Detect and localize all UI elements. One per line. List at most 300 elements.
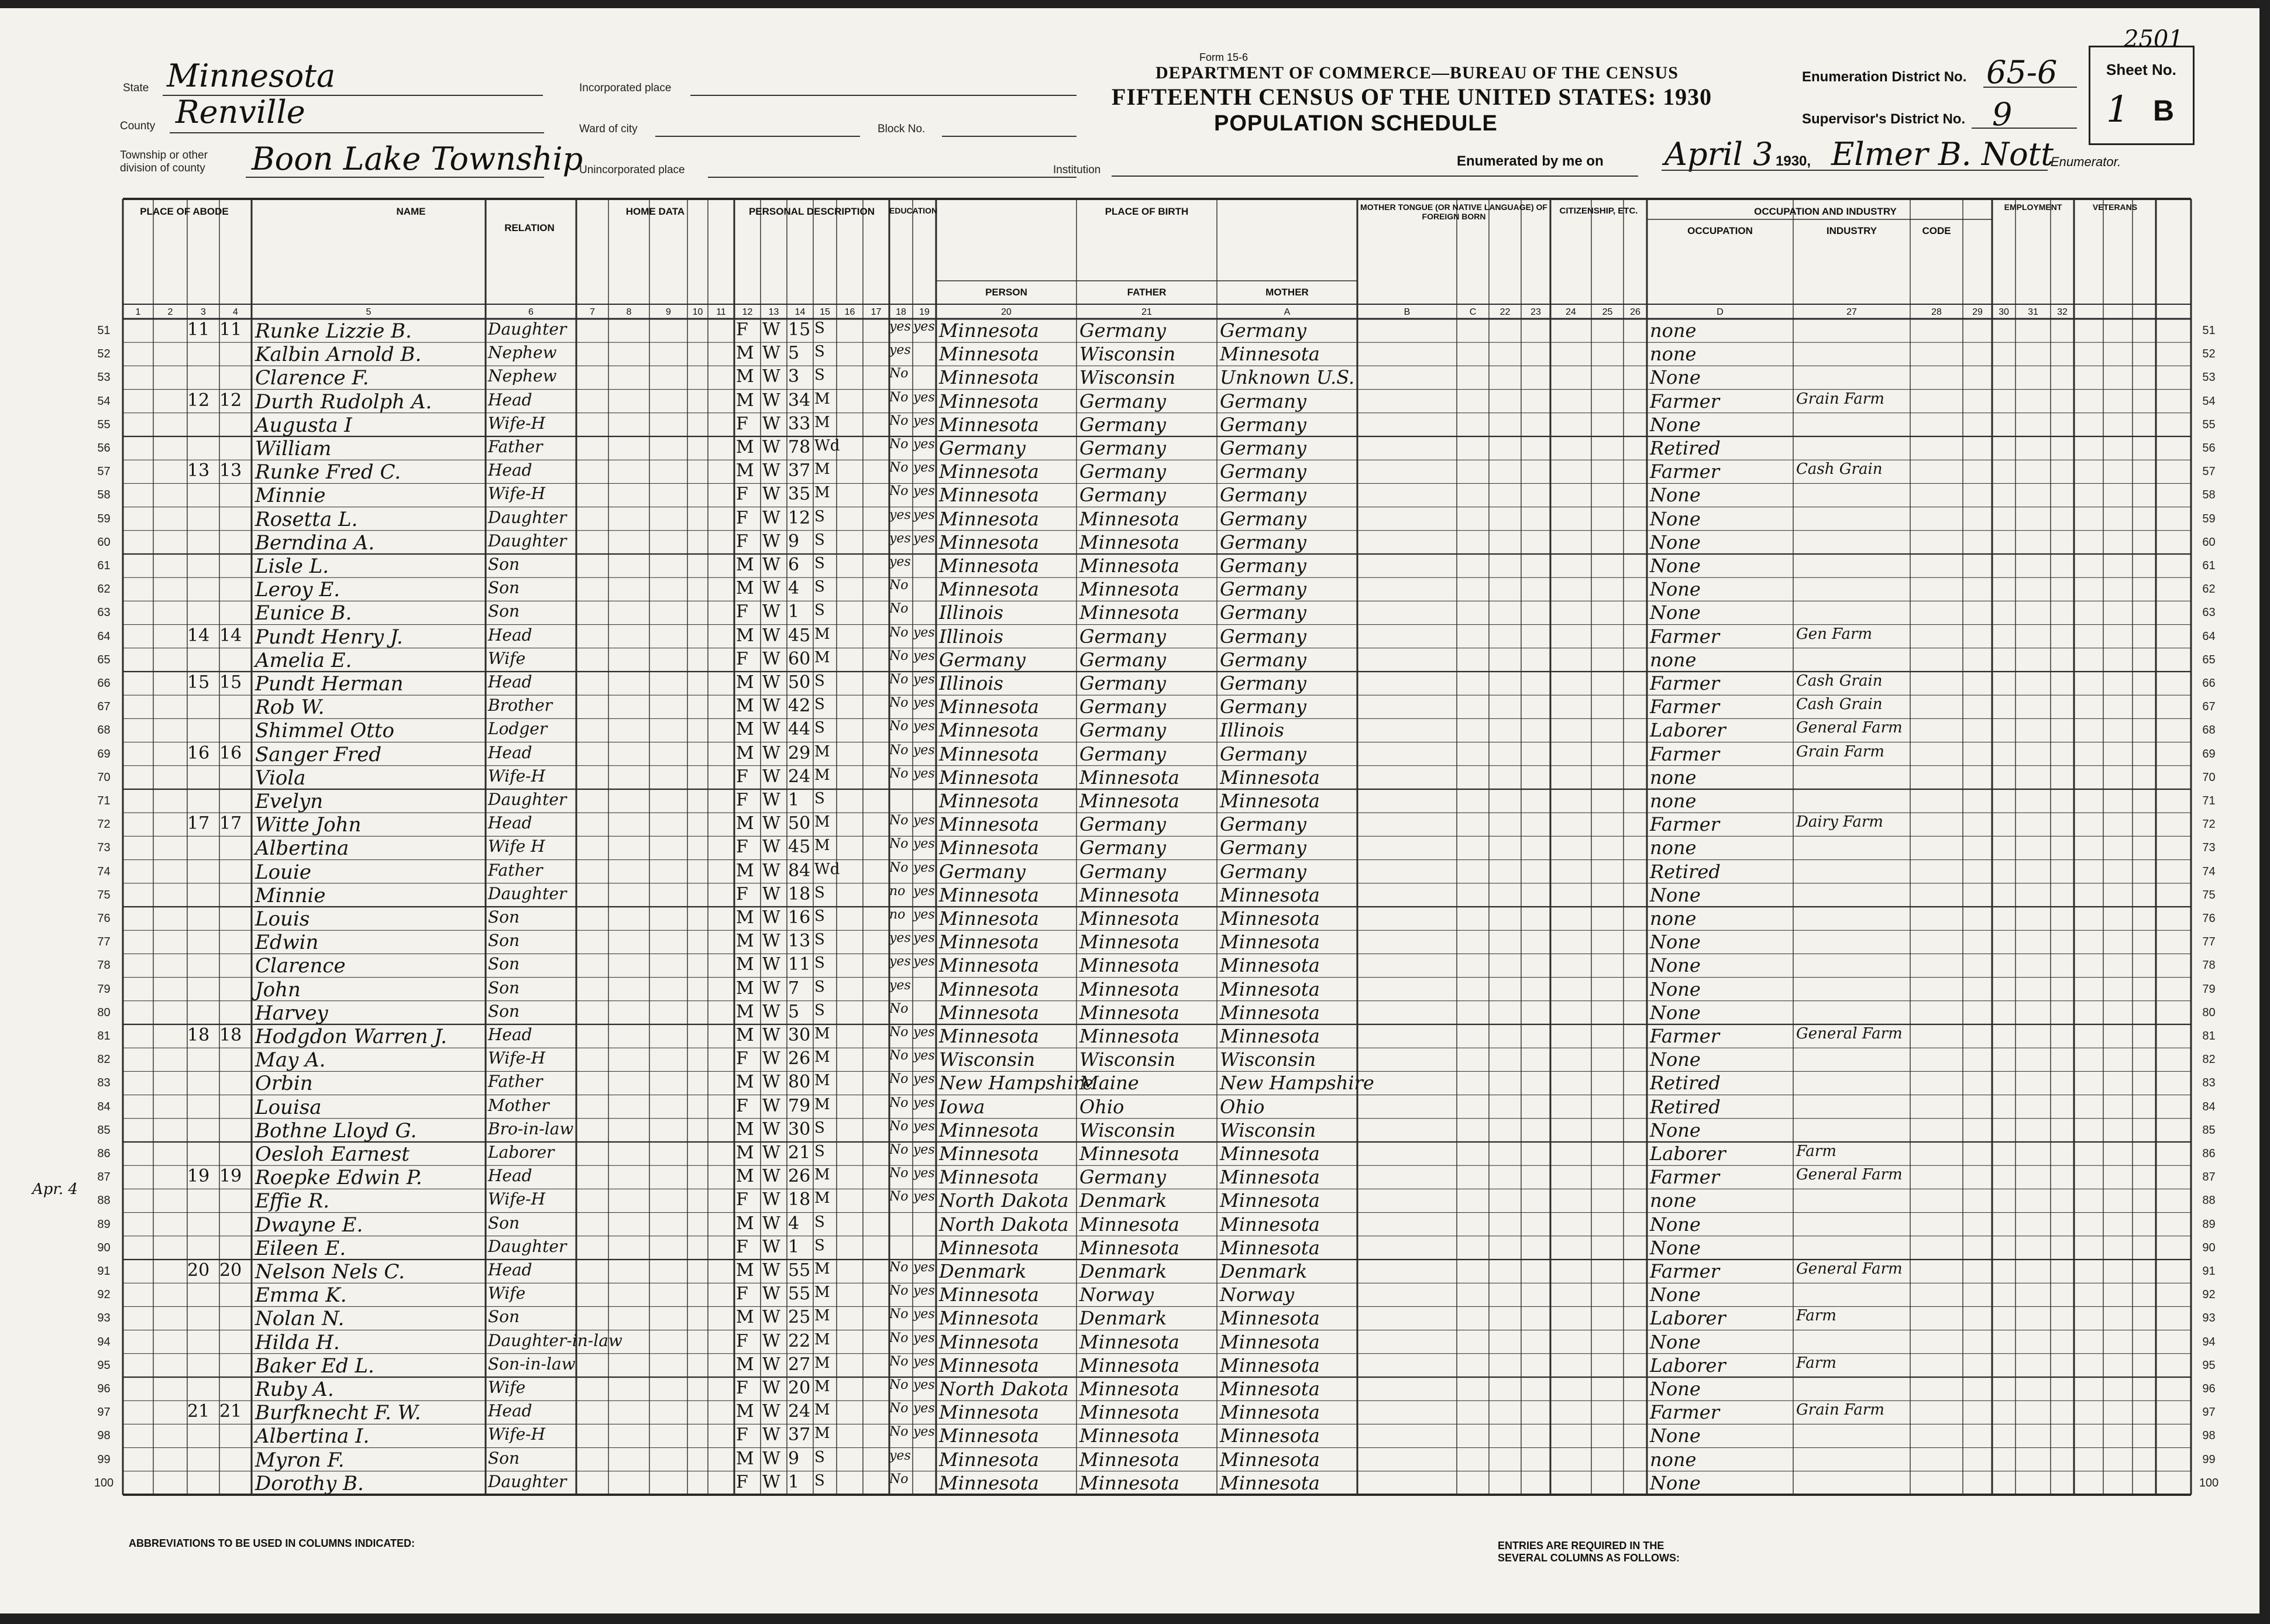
birthplace-mother: Minnesota <box>1220 1471 1320 1494</box>
sex: M <box>736 1401 754 1422</box>
marital-status: S <box>814 907 825 925</box>
industry: Farm <box>1796 1143 1836 1160</box>
marital-status: S <box>814 1236 825 1254</box>
line-number-left: 71 <box>97 794 111 807</box>
birthplace-mother: Germany <box>1220 672 1306 694</box>
sex: M <box>736 437 754 457</box>
incorporated-label: Incorporated place <box>579 82 672 94</box>
relation: Nephew <box>488 366 557 386</box>
race: W <box>762 1471 780 1492</box>
person-name: Effie R. <box>255 1189 330 1213</box>
sex: F <box>736 1048 748 1069</box>
age: 13 <box>788 931 811 952</box>
line-number-right: 74 <box>2202 865 2216 878</box>
dwelling-number <box>187 978 219 1000</box>
occupation: None <box>1650 1213 1701 1236</box>
relation: Son <box>488 931 520 951</box>
line-number-left: 93 <box>97 1312 111 1325</box>
sex: F <box>736 413 748 434</box>
sex: F <box>736 790 748 810</box>
dwelling-number <box>187 366 219 388</box>
column-number: 22 <box>1499 307 1511 317</box>
birthplace-mother: Germany <box>1220 507 1306 530</box>
birthplace-father: Minnesota <box>1079 790 1179 812</box>
industry <box>1796 884 1910 906</box>
industry: Grain Farm <box>1796 1401 1884 1419</box>
race: W <box>762 460 780 481</box>
dwelling-number <box>187 1472 219 1494</box>
birthplace-mother: Minnesota <box>1220 1425 1320 1447</box>
line-number-left: 53 <box>97 371 111 384</box>
birthplace-father: Germany <box>1079 390 1166 412</box>
relation: Wife <box>488 1284 526 1303</box>
line-number-right: 80 <box>2202 1006 2216 1019</box>
dwelling-number: 15 <box>187 672 210 693</box>
attended-school: No <box>889 696 909 711</box>
attended-school: No <box>889 766 909 781</box>
column-number: 27 <box>1846 307 1857 317</box>
dwelling-number <box>187 1072 219 1094</box>
relation: Head <box>488 1260 532 1279</box>
age: 33 <box>788 413 811 434</box>
column-number: 17 <box>871 307 882 317</box>
department-title: DEPARTMENT OF COMMERCE—BUREAU OF THE CENSUS <box>1155 63 1679 82</box>
race: W <box>762 1213 780 1234</box>
institution-label: Institution <box>1053 164 1101 176</box>
column-number: 20 <box>1001 307 1012 317</box>
dwelling-number <box>187 1284 219 1306</box>
birthplace-person: Minnesota <box>939 555 1039 577</box>
age: 1 <box>788 1236 800 1257</box>
occupation: Laborer <box>1650 719 1726 742</box>
occupation: None <box>1650 978 1701 1000</box>
sex: M <box>736 1025 754 1045</box>
birthplace-person: Minnesota <box>939 837 1039 859</box>
race: W <box>762 907 780 928</box>
birthplace-mother: Germany <box>1220 319 1306 342</box>
dwelling-number: 13 <box>187 460 210 481</box>
group-place-of-abode: PLACE OF ABODE <box>140 206 229 217</box>
group-occupation: OCCUPATION AND INDUSTRY <box>1754 206 1897 217</box>
line-number-right: 67 <box>2202 700 2216 714</box>
line-number-right: 76 <box>2202 912 2216 925</box>
column-number: 3 <box>201 307 206 317</box>
age: 6 <box>788 555 800 575</box>
schedule-title: POPULATION SCHEDULE <box>1214 111 1498 136</box>
birthplace-person: North Dakota <box>939 1213 1069 1236</box>
sheet-label: Sheet No. <box>2106 61 2176 78</box>
marital-status: S <box>814 790 825 807</box>
can-read: yes <box>913 648 935 663</box>
family-number: 17 <box>219 813 242 834</box>
industry: Cash Grain <box>1796 672 1883 690</box>
industry <box>1796 531 1910 553</box>
line-number-left: 54 <box>97 394 111 408</box>
attended-school: No <box>889 625 909 640</box>
marital-status: S <box>814 319 825 337</box>
dwelling-number <box>187 1237 219 1259</box>
industry <box>1796 978 1910 1000</box>
family-number <box>219 508 252 530</box>
relation: Wife-H <box>488 413 546 433</box>
sex: F <box>736 507 748 528</box>
race: W <box>762 1189 780 1210</box>
attended-school: No <box>889 1354 909 1369</box>
age: 37 <box>788 1425 811 1446</box>
sex: M <box>736 813 754 834</box>
group-place-of-birth: PLACE OF BIRTH <box>1105 206 1189 217</box>
industry <box>1796 931 1910 953</box>
industry <box>1796 1072 1910 1094</box>
relation: Head <box>488 742 532 762</box>
entries-title: ENTRIES ARE REQUIRED IN THE SEVERAL COLUMNS AS FOLLOWS: <box>1498 1540 1680 1564</box>
age: 84 <box>788 860 811 881</box>
race: W <box>762 531 780 552</box>
attended-school: No <box>889 1189 909 1205</box>
enumerated-label: Enumerated by me on <box>1457 153 1604 169</box>
township-value: Boon Lake Township <box>252 140 583 177</box>
line-number-right: 60 <box>2202 535 2216 549</box>
industry: Grain Farm <box>1796 390 1884 408</box>
attended-school: no <box>889 907 906 922</box>
line-number-left: 100 <box>94 1476 114 1489</box>
birthplace-father: Minnesota <box>1079 1025 1179 1047</box>
birthplace-mother: Minnesota <box>1220 1213 1320 1236</box>
line-number-left: 80 <box>97 1006 111 1019</box>
person-name: Runke Fred C. <box>255 460 401 484</box>
birthplace-father: Germany <box>1079 696 1166 718</box>
enum-district-value: 65-6 <box>1986 54 2058 91</box>
relation: Daughter <box>488 1471 567 1491</box>
birthplace-mother: Minnesota <box>1220 766 1320 789</box>
race: W <box>762 319 780 340</box>
industry: Cash Grain <box>1796 460 1883 479</box>
subhead-person: PERSON <box>985 287 1027 298</box>
occupation: Farmer <box>1650 696 1719 718</box>
relation: Son <box>488 907 520 927</box>
can-read <box>913 555 937 577</box>
family-number <box>219 1237 252 1259</box>
birthplace-mother: Minnesota <box>1220 1236 1320 1259</box>
column-number: 16 <box>844 307 855 317</box>
line-number-left: 70 <box>97 770 111 784</box>
age: 55 <box>788 1284 811 1305</box>
attended-school: yes <box>889 931 911 946</box>
birthplace-father: Minnesota <box>1079 1448 1179 1471</box>
attended-school: No <box>889 601 909 617</box>
birthplace-mother: Germany <box>1220 742 1306 765</box>
relation: Son <box>488 1307 520 1327</box>
industry <box>1796 1213 1910 1236</box>
marital-status: M <box>814 1378 830 1395</box>
sex: M <box>736 390 754 411</box>
occupation: None <box>1650 484 1701 507</box>
ward-label: Ward of city <box>579 123 638 135</box>
dwelling-number <box>187 414 219 436</box>
column-number: 30 <box>1999 307 2009 317</box>
birthplace-father: Germany <box>1079 672 1166 694</box>
race: W <box>762 507 780 528</box>
birthplace-father: Minnesota <box>1079 1471 1179 1494</box>
enumerated-year: 1930, <box>1776 153 1811 169</box>
family-number <box>219 1072 252 1094</box>
attended-school: No <box>889 648 909 663</box>
birthplace-father: Germany <box>1079 648 1166 671</box>
age: 21 <box>788 1143 811 1163</box>
family-number: 14 <box>219 625 242 646</box>
birthplace-father: Germany <box>1079 860 1166 883</box>
relation: Son <box>488 1001 520 1021</box>
can-read <box>913 578 937 600</box>
dwelling-number: 14 <box>187 625 210 646</box>
dwelling-number <box>187 907 219 930</box>
subhead-occupation: OCCUPATION <box>1687 225 1753 236</box>
dwelling-number <box>187 649 219 671</box>
occupation: None <box>1650 1001 1701 1024</box>
birthplace-mother: Germany <box>1220 578 1306 601</box>
industry <box>1796 1472 1910 1494</box>
birthplace-mother: Minnesota <box>1220 883 1320 906</box>
birthplace-father: Minnesota <box>1079 931 1179 954</box>
race: W <box>762 978 780 999</box>
dwelling-number <box>187 1354 219 1377</box>
line-number-right: 92 <box>2202 1288 2216 1302</box>
person-name: Durth Rudolph A. <box>255 390 432 414</box>
sex: F <box>736 1425 748 1446</box>
person-name: Harvey <box>255 1001 328 1025</box>
line-number-left: 77 <box>97 935 111 949</box>
can-read: yes <box>913 1354 935 1369</box>
industry: Gen Farm <box>1796 625 1873 643</box>
can-read <box>913 978 937 1000</box>
attended-school: No <box>889 460 909 476</box>
person-name: Pundt Henry J. <box>255 625 403 649</box>
birthplace-mother: Minnesota <box>1220 978 1320 1000</box>
family-number <box>219 1425 252 1447</box>
age: 22 <box>788 1330 811 1351</box>
line-number-right: 71 <box>2202 794 2216 807</box>
line-number-left: 96 <box>97 1382 111 1395</box>
column-number: 13 <box>768 307 779 317</box>
family-number <box>219 1189 252 1212</box>
birthplace-father: Minnesota <box>1079 1001 1179 1024</box>
can-read: yes <box>913 1401 935 1416</box>
birthplace-person: Minnesota <box>939 343 1039 366</box>
dwelling-number: 17 <box>187 813 210 834</box>
sex: F <box>736 1378 748 1398</box>
sex: M <box>736 1143 754 1163</box>
attended-school: No <box>889 1401 909 1416</box>
sex: F <box>736 766 748 787</box>
person-name: Viola <box>255 766 306 790</box>
birthplace-father: Germany <box>1079 1166 1166 1189</box>
dwelling-number: 16 <box>187 742 210 763</box>
line-number-left: 78 <box>97 959 111 972</box>
line-number-right: 56 <box>2202 442 2216 455</box>
attended-school: No <box>889 437 909 452</box>
occupation: None <box>1650 531 1701 553</box>
birthplace-person: Minnesota <box>939 813 1039 836</box>
industry <box>1796 437 1910 459</box>
line-number-right: 59 <box>2202 512 2216 525</box>
can-read <box>913 1448 937 1471</box>
marital-status: M <box>814 742 830 761</box>
birthplace-person: Minnesota <box>939 319 1039 342</box>
marital-status: S <box>814 343 825 361</box>
birthplace-person: Minnesota <box>939 1166 1039 1189</box>
can-read: yes <box>913 1119 935 1134</box>
sex: M <box>736 1072 754 1093</box>
line-number-right: 66 <box>2202 677 2216 690</box>
line-number-left: 52 <box>97 347 111 361</box>
industry <box>1796 1096 1910 1118</box>
attended-school: yes <box>889 1448 911 1463</box>
race: W <box>762 1260 780 1281</box>
industry <box>1796 366 1910 388</box>
column-number: 1 <box>135 307 141 317</box>
industry: General Farm <box>1796 1166 1903 1184</box>
age: 1 <box>788 790 800 810</box>
attended-school: No <box>889 719 909 734</box>
birthplace-person: Illinois <box>939 601 1003 624</box>
birthplace-mother: Germany <box>1220 437 1306 459</box>
column-number: 19 <box>919 307 930 317</box>
marital-status: S <box>814 1448 825 1466</box>
subhead-father: FATHER <box>1127 287 1167 298</box>
line-number-left: 66 <box>97 677 111 690</box>
birthplace-mother: Germany <box>1220 484 1306 507</box>
line-number-left: 81 <box>97 1030 111 1042</box>
birthplace-mother: Ohio <box>1220 1095 1265 1118</box>
line-number-right: 62 <box>2202 583 2216 596</box>
column-number: 5 <box>366 307 372 317</box>
marital-status: M <box>814 1025 830 1042</box>
dwelling-number <box>187 484 219 506</box>
birthplace-mother: Germany <box>1220 601 1306 624</box>
race: W <box>762 1119 780 1140</box>
family-number <box>219 766 252 789</box>
line-number-right: 54 <box>2202 394 2216 408</box>
can-read: yes <box>913 1425 935 1440</box>
marital-status: M <box>814 1189 830 1207</box>
marital-status: S <box>814 366 825 384</box>
line-number-right: 73 <box>2202 841 2216 855</box>
occupation: none <box>1650 837 1697 859</box>
race: W <box>762 1048 780 1069</box>
line-number-left: 59 <box>97 512 111 525</box>
attended-school: No <box>889 742 909 758</box>
family-number: 21 <box>219 1401 242 1422</box>
occupation: None <box>1650 555 1701 577</box>
sex: F <box>736 1095 748 1116</box>
line-number-right: 57 <box>2202 465 2216 479</box>
industry: General Farm <box>1796 1260 1903 1278</box>
can-read: yes <box>913 1284 935 1299</box>
relation: Laborer <box>488 1143 555 1162</box>
marital-status: S <box>814 1143 825 1160</box>
person-name: May A. <box>255 1048 326 1072</box>
occupation: none <box>1650 319 1697 342</box>
family-number <box>219 837 252 859</box>
person-name: Eileen E. <box>255 1236 346 1260</box>
column-number: 7 <box>590 307 595 317</box>
state-label: State <box>123 82 149 94</box>
relation: Head <box>488 390 532 410</box>
person-name: Louisa <box>255 1095 322 1119</box>
family-number <box>219 1284 252 1306</box>
line-number-right: 69 <box>2202 747 2216 761</box>
birthplace-person: Minnesota <box>939 1354 1039 1377</box>
line-number-right: 87 <box>2202 1171 2216 1184</box>
can-read: yes <box>913 390 935 405</box>
birthplace-person: Minnesota <box>939 460 1039 483</box>
occupation: Farmer <box>1650 625 1719 648</box>
sheet-number: 1 <box>2106 88 2130 130</box>
sex: M <box>736 366 754 387</box>
township-label: Township or other division of county <box>120 149 208 174</box>
birthplace-person: Minnesota <box>939 954 1039 977</box>
family-number: 12 <box>219 390 242 411</box>
age: 5 <box>788 343 800 364</box>
census-title: FIFTEENTH CENSUS OF THE UNITED STATES: 1930 <box>1112 84 1712 110</box>
relation: Son <box>488 954 520 974</box>
occupation: Farmer <box>1650 813 1719 836</box>
birthplace-mother: Germany <box>1220 555 1306 577</box>
race: W <box>762 1354 780 1375</box>
can-read: yes <box>913 1189 935 1205</box>
industry <box>1796 414 1910 436</box>
dwelling-number <box>187 1331 219 1353</box>
family-number <box>219 414 252 436</box>
birthplace-person: Minnesota <box>939 507 1039 530</box>
birthplace-mother: Germany <box>1220 696 1306 718</box>
can-read <box>913 366 937 388</box>
person-name: Lisle L. <box>255 555 329 578</box>
dwelling-number <box>187 437 219 459</box>
person-name: John <box>255 978 301 1002</box>
person-name: Dwayne E. <box>255 1213 363 1237</box>
family-number <box>219 1331 252 1353</box>
enumerator-label: Enumerator. <box>2051 154 2121 169</box>
column-number: 21 <box>1141 307 1152 317</box>
relation: Head <box>488 1025 532 1044</box>
sex: M <box>736 1307 754 1328</box>
sex: F <box>736 484 748 505</box>
attended-school: No <box>889 1048 909 1064</box>
person-name: Myron F. <box>255 1448 345 1472</box>
person-name: Oesloh Earnest <box>255 1143 410 1166</box>
sex: M <box>736 860 754 881</box>
occupation: none <box>1650 790 1697 812</box>
line-number-right: 68 <box>2202 724 2216 737</box>
sex: M <box>736 696 754 717</box>
birthplace-father: Minnesota <box>1079 507 1179 530</box>
sex: M <box>736 578 754 599</box>
occupation: Farmer <box>1650 390 1719 412</box>
line-number-right: 78 <box>2202 959 2216 972</box>
attended-school: No <box>889 1072 909 1087</box>
person-name: Orbin <box>255 1072 313 1096</box>
line-number-right: 90 <box>2202 1241 2216 1254</box>
line-number-right: 61 <box>2202 559 2216 572</box>
family-number <box>219 1119 252 1141</box>
industry: Cash Grain <box>1796 696 1883 714</box>
occupation: Farmer <box>1650 1260 1719 1282</box>
birthplace-father: Minnesota <box>1079 1425 1179 1447</box>
occupation: Farmer <box>1650 460 1719 483</box>
marital-status: S <box>814 978 825 996</box>
birthplace-person: Minnesota <box>939 366 1039 389</box>
